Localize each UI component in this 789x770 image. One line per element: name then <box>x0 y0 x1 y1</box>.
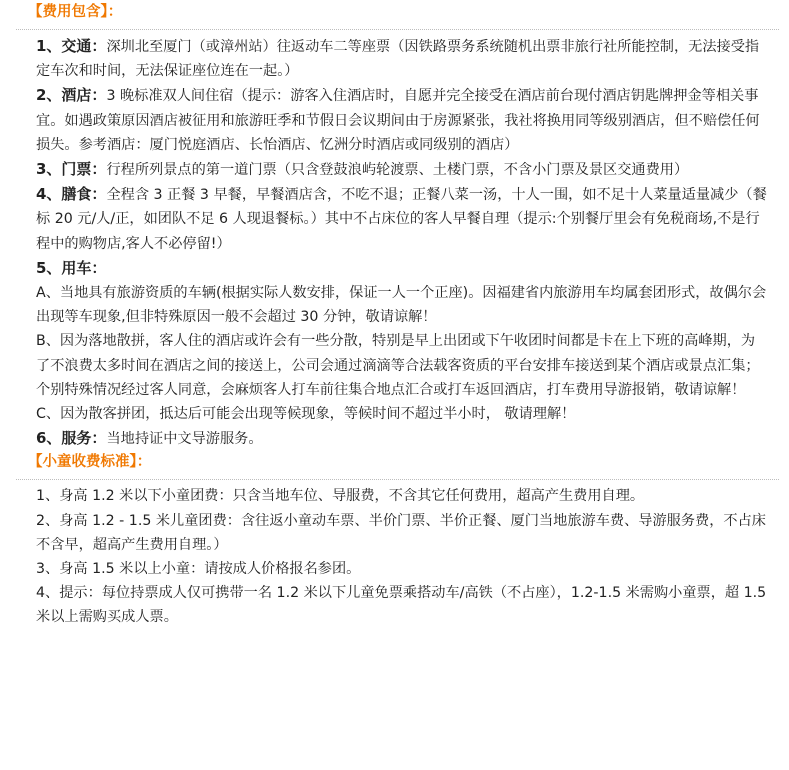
vehicle-note-c: C、因为散客拼团，抵达后可能会出现等候现象，等候时间不超过半小时， 敬请理解！ <box>36 406 576 423</box>
fee-included-list <box>0 34 789 451</box>
child-fee-item-1: 1、身高 1.2 米以下小童团费：只含当地车位、导服费，不含其它任何费用，超高产生费用自理。 <box>36 488 645 505</box>
itinerary-fee-page <box>0 1 789 770</box>
child-fee-list <box>0 484 789 629</box>
vehicle-note-a: A、当地具有旅游资质的车辆(根据实际人数安排，保证一人一个正座)。因福建省内旅游用车均属套团形式，故偶尔会出现等车现象,但非特殊原因一般不会超过 30 分钟，敬请谅解！ <box>36 285 767 326</box>
child-fee-item-3: 3、身高 1.5 米以上小童：请按成人价格报名参团。 <box>36 561 361 578</box>
fee-item-tickets: 3、门票：行程所列景点的第一道门票（只含登鼓浪屿轮渡票、土楼门票，不含小门票及景区交通费用） <box>36 160 689 179</box>
fee-item-service: 6、服务：当地持证中文导游服务。 <box>36 429 263 448</box>
child-heading-divider <box>16 479 779 480</box>
fee-item-meals: 4、膳食：全程含 3 正餐 3 早餐，早餐酒店含，不吃不退；正餐八菜一汤，十人一围，如不足十人菜量适量减少（餐标 20 元/人/正，如团队不足 6 人现退餐标。）其中不占床位的客人早餐自理（提示:个别餐厅里会有免税商场,不是行程中的购物店,客人不必停留!） <box>36 185 767 252</box>
vehicle-note-b: B、因为落地散拼，客人住的酒店或许会有一些分散，特别是早上出团或下午收团时间都是卡在上下班的高峰期，为了不浪费太多时间在酒店之间的接送上，公司会通过滴滴等合法载客资质的平台安排车接送到某个酒店或景点汇集；个别特殊情况经过客人同意，会麻烦客人打车前往集合地点汇合或打车返回酒店，打车费用导游报销，敬请谅解！ <box>36 333 760 398</box>
heading-divider <box>16 29 779 30</box>
fee-item-hotel: 2、酒店：3 晚标准双人间住宿（提示：游客入住酒店时，自愿并完全接受在酒店前台现付酒店钥匙牌押金等相关事宜。如遇政策原因酒店被征用和旅游旺季和节假日会议期间由于房源紧张，我社将换用同等级别酒店，但不赔偿任何损失。参考酒店：厦门悦庭酒店、长怡酒店、忆洲分时酒店或同级别的酒店） <box>36 86 760 153</box>
fee-included-heading: 【费用包含】： <box>28 4 123 20</box>
child-fee-item-2: 2、身高 1.2 - 1.5 米儿童团费：含往返小童动车票、半价门票、半价正餐、厦门当地旅游车费、导游服务费，不占床不含早，超高产生费用自理。） <box>36 512 766 553</box>
fee-item-vehicle: 5、用车： <box>36 258 107 277</box>
fee-item-transport: 1、交通：深圳北至厦门（或漳州站）往返动车二等座票（因铁路票务系统随机出票非旅行社所能控制，无法接受指定车次和时间，无法保证座位连在一起。） <box>36 37 760 80</box>
child-fee-heading: 【小童收费标准】： <box>28 454 152 471</box>
child-fee-item-4: 4、提示：每位持票成人仅可携带一名 1.2 米以下儿童免票乘搭动车/高铁（不占座），1.2-1.5 米需购小童票，超 1.5 米以上需购买成人票。 <box>36 585 767 626</box>
